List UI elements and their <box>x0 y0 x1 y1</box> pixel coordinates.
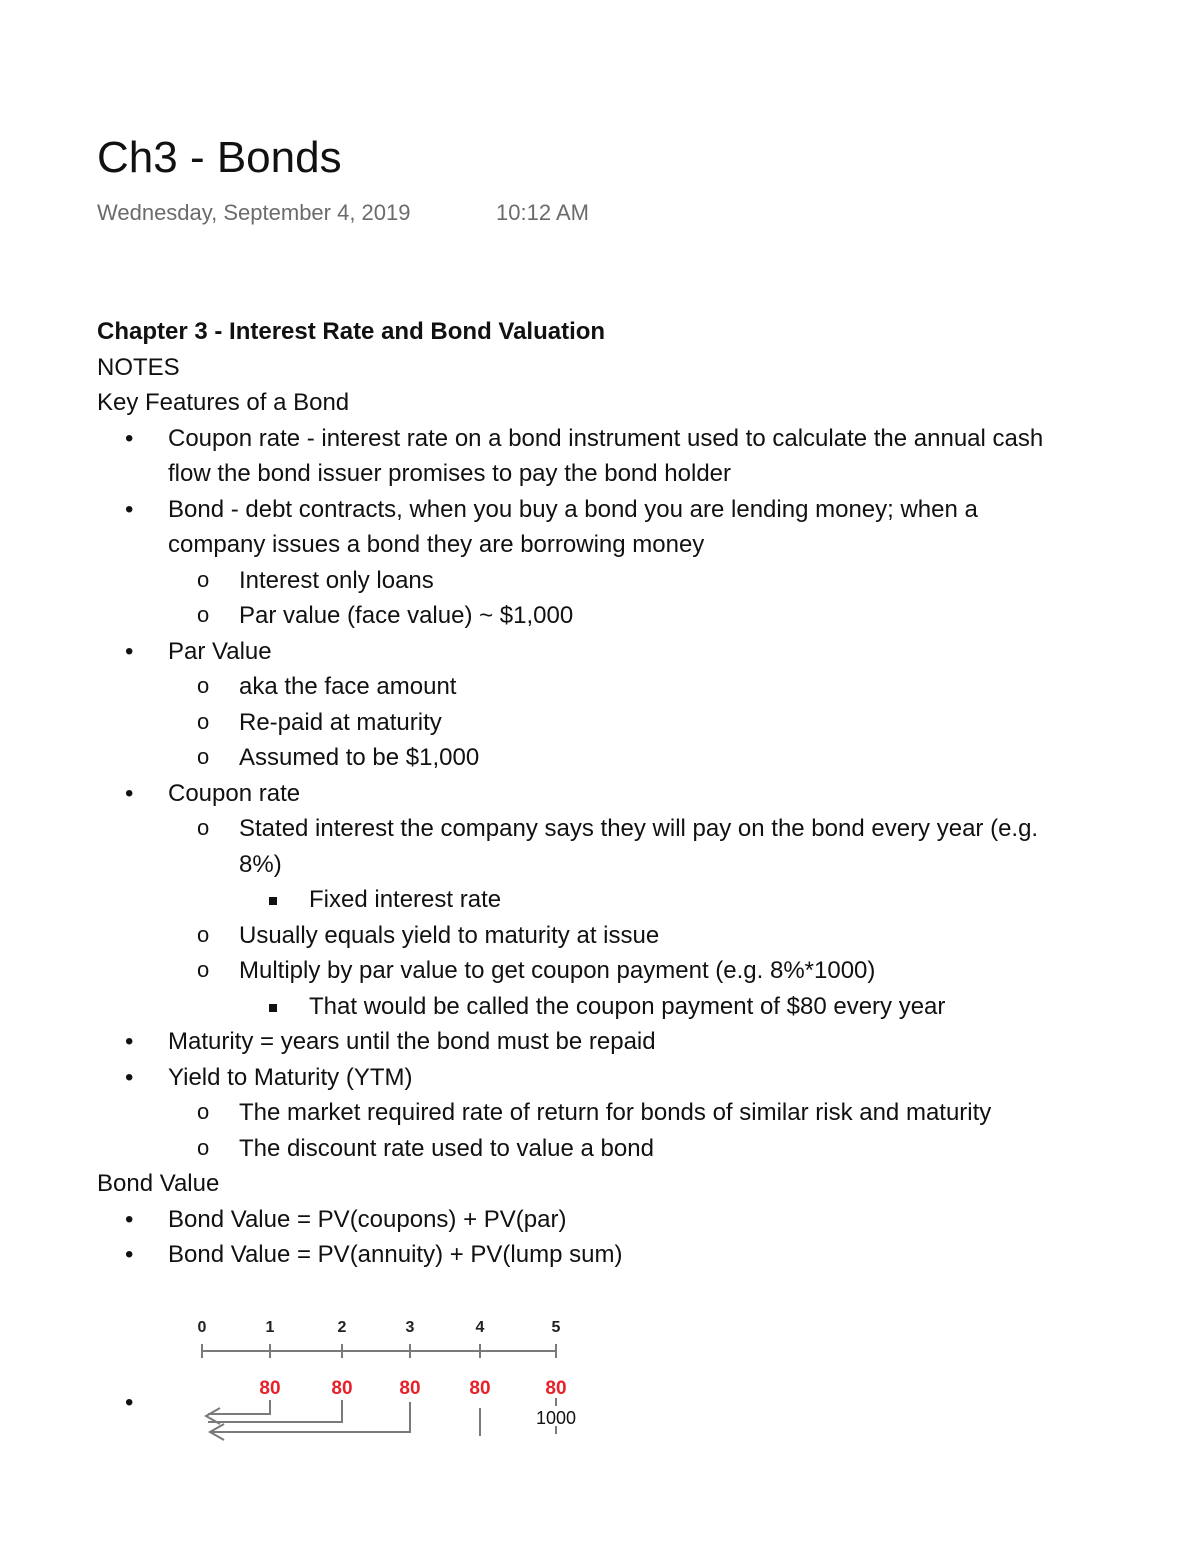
list-item: o Stated interest the company says they will pay on the bond every year (e.g. 8%) <box>97 811 1057 882</box>
list-item: o Usually equals yield to maturity at issue <box>97 918 1057 954</box>
list-item: o Assumed to be $1,000 <box>97 740 1057 776</box>
period-label: 0 <box>197 1319 207 1336</box>
list-item: o aka the face amount <box>97 669 1057 705</box>
page-title: Ch3 - Bonds <box>97 133 342 182</box>
list-item: o Par value (face value) ~ $1,000 <box>97 598 1057 634</box>
list-item: That would be called the coupon payment of $80 every year <box>97 989 1057 1025</box>
list-item: • Bond - debt contracts, when you buy a bond you are lending money; when a company issues a bond they are borrowing money <box>97 492 1057 563</box>
list-item: o Re-paid at maturity <box>97 705 1057 741</box>
note-date: Wednesday, September 4, 2019 <box>97 200 411 225</box>
par-amount: 1000 <box>535 1408 577 1428</box>
note-content <box>97 314 1057 1273</box>
period-label: 4 <box>475 1319 485 1336</box>
period-label: 5 <box>551 1319 561 1336</box>
period-label: 1 <box>265 1319 275 1336</box>
list-item: • Coupon rate <box>97 776 1057 812</box>
list-item: o The market required rate of return for bonds of similar risk and maturity <box>97 1095 1057 1131</box>
list-item: Fixed interest rate <box>97 882 1057 918</box>
list-item: • Maturity = years until the bond must be repaid <box>97 1024 1057 1060</box>
period-label: 2 <box>337 1319 347 1336</box>
notes-label: NOTES <box>97 353 180 381</box>
list-item: o The discount rate used to value a bond <box>97 1131 1057 1167</box>
coupon-amount: 80 <box>259 1378 281 1399</box>
coupon-amount: 80 <box>469 1378 491 1399</box>
list-item: • Bond Value = PV(annuity) + PV(lump sum) <box>97 1237 1057 1273</box>
bond-value-list <box>97 1202 1057 1273</box>
list-item: • Yield to Maturity (YTM) <box>97 1060 1057 1096</box>
list-item: • Par Value <box>97 634 1057 670</box>
coupon-amount: 80 <box>545 1378 567 1399</box>
list-item: • Bond Value = PV(coupons) + PV(par) <box>97 1202 1057 1238</box>
discount-arrow <box>212 1402 410 1432</box>
discount-arrow <box>208 1400 270 1414</box>
list-item: • Coupon rate - interest rate on a bond instrument used to calculate the annual cash flow the bond issuer promises to pay the bond holder <box>97 421 1057 492</box>
section-key-features: Key Features of a Bond <box>97 389 350 416</box>
note-time: 10:12 AM <box>496 200 589 225</box>
coupon-amount: 80 <box>399 1378 421 1399</box>
chapter-heading: Chapter 3 - Interest Rate and Bond Valuation <box>97 318 606 345</box>
cash-flow-timeline <box>180 1310 600 1450</box>
key-features-list <box>97 421 1057 1167</box>
list-item: o Interest only loans <box>97 563 1057 599</box>
coupon-amount: 80 <box>331 1378 353 1399</box>
period-label: 3 <box>405 1319 415 1336</box>
timeline-bullet: • <box>125 1389 134 1416</box>
list-item: o Multiply by par value to get coupon payment (e.g. 8%*1000) <box>97 953 1057 989</box>
section-bond-value: Bond Value <box>97 1170 220 1197</box>
discount-arrow <box>208 1400 342 1422</box>
